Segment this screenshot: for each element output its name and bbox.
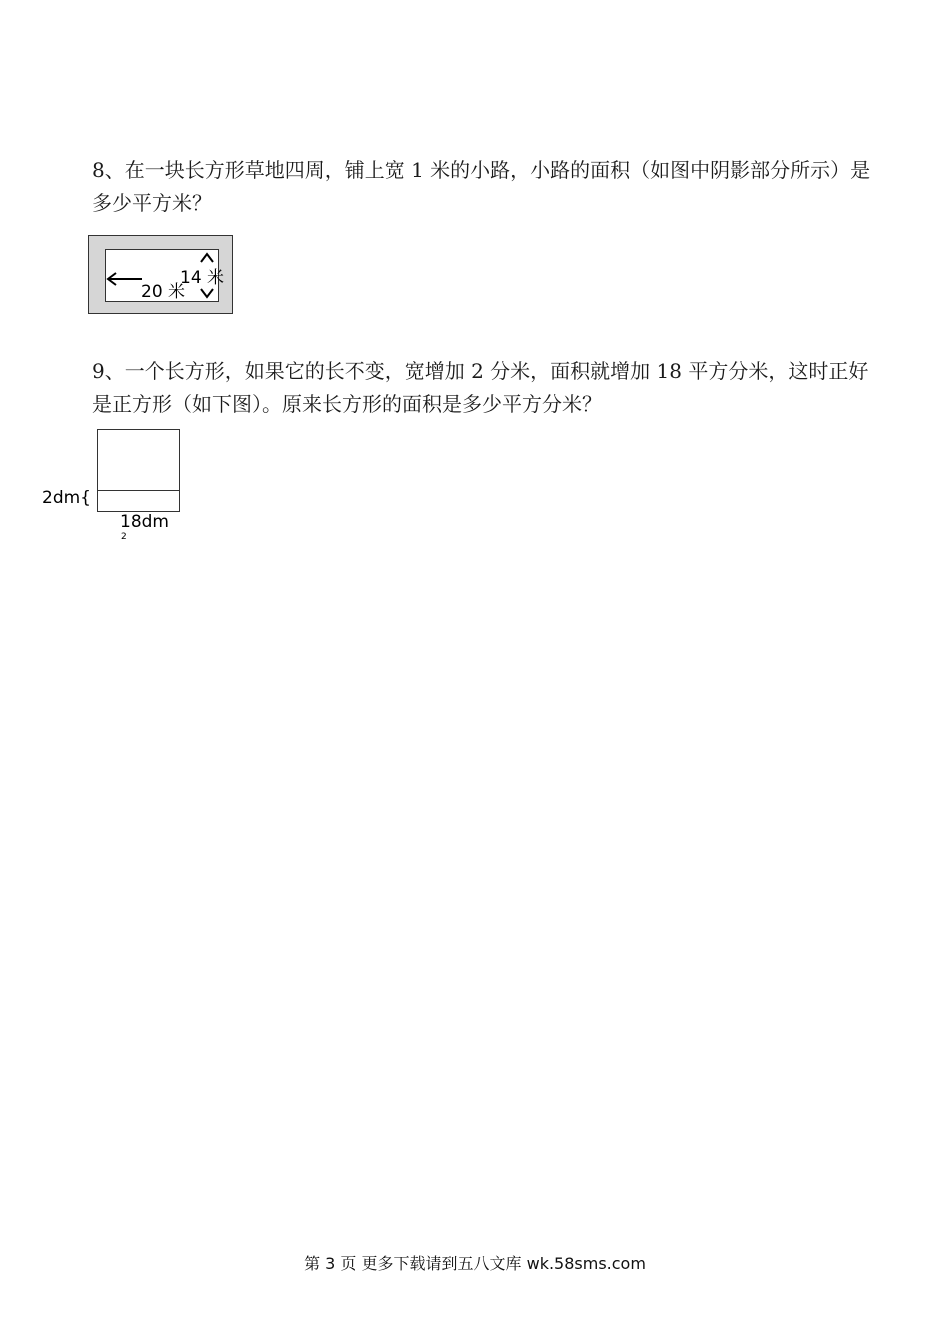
question-9-text: 9、一个长方形，如果它的长不变，宽增加 2 分米，面积就增加 18 平方分米，这时正好是正方形（如下图）。原来长方形的面积是多少平方分米？ xyxy=(92,359,869,416)
length-label: 20 米 xyxy=(141,282,186,302)
page-footer: 第 3 页 更多下载请到五八文库 wk.58sms.com xyxy=(304,1254,646,1273)
added-strip-divider xyxy=(97,490,180,491)
question-9-figure xyxy=(40,428,200,548)
square-shape xyxy=(97,429,180,512)
strip-area-label: 18dm xyxy=(120,512,169,532)
question-8-figure xyxy=(88,235,236,317)
strip-width-label: 2dm{ xyxy=(42,488,91,508)
area-exponent: 2 xyxy=(121,532,127,542)
width-label: 14 米 xyxy=(180,268,225,288)
question-8-text: 8、在一块长方形草地四周，铺上宽 1 米的小路，小路的面积（如图中阴影部分所示）是多少平方米？ xyxy=(92,158,871,215)
